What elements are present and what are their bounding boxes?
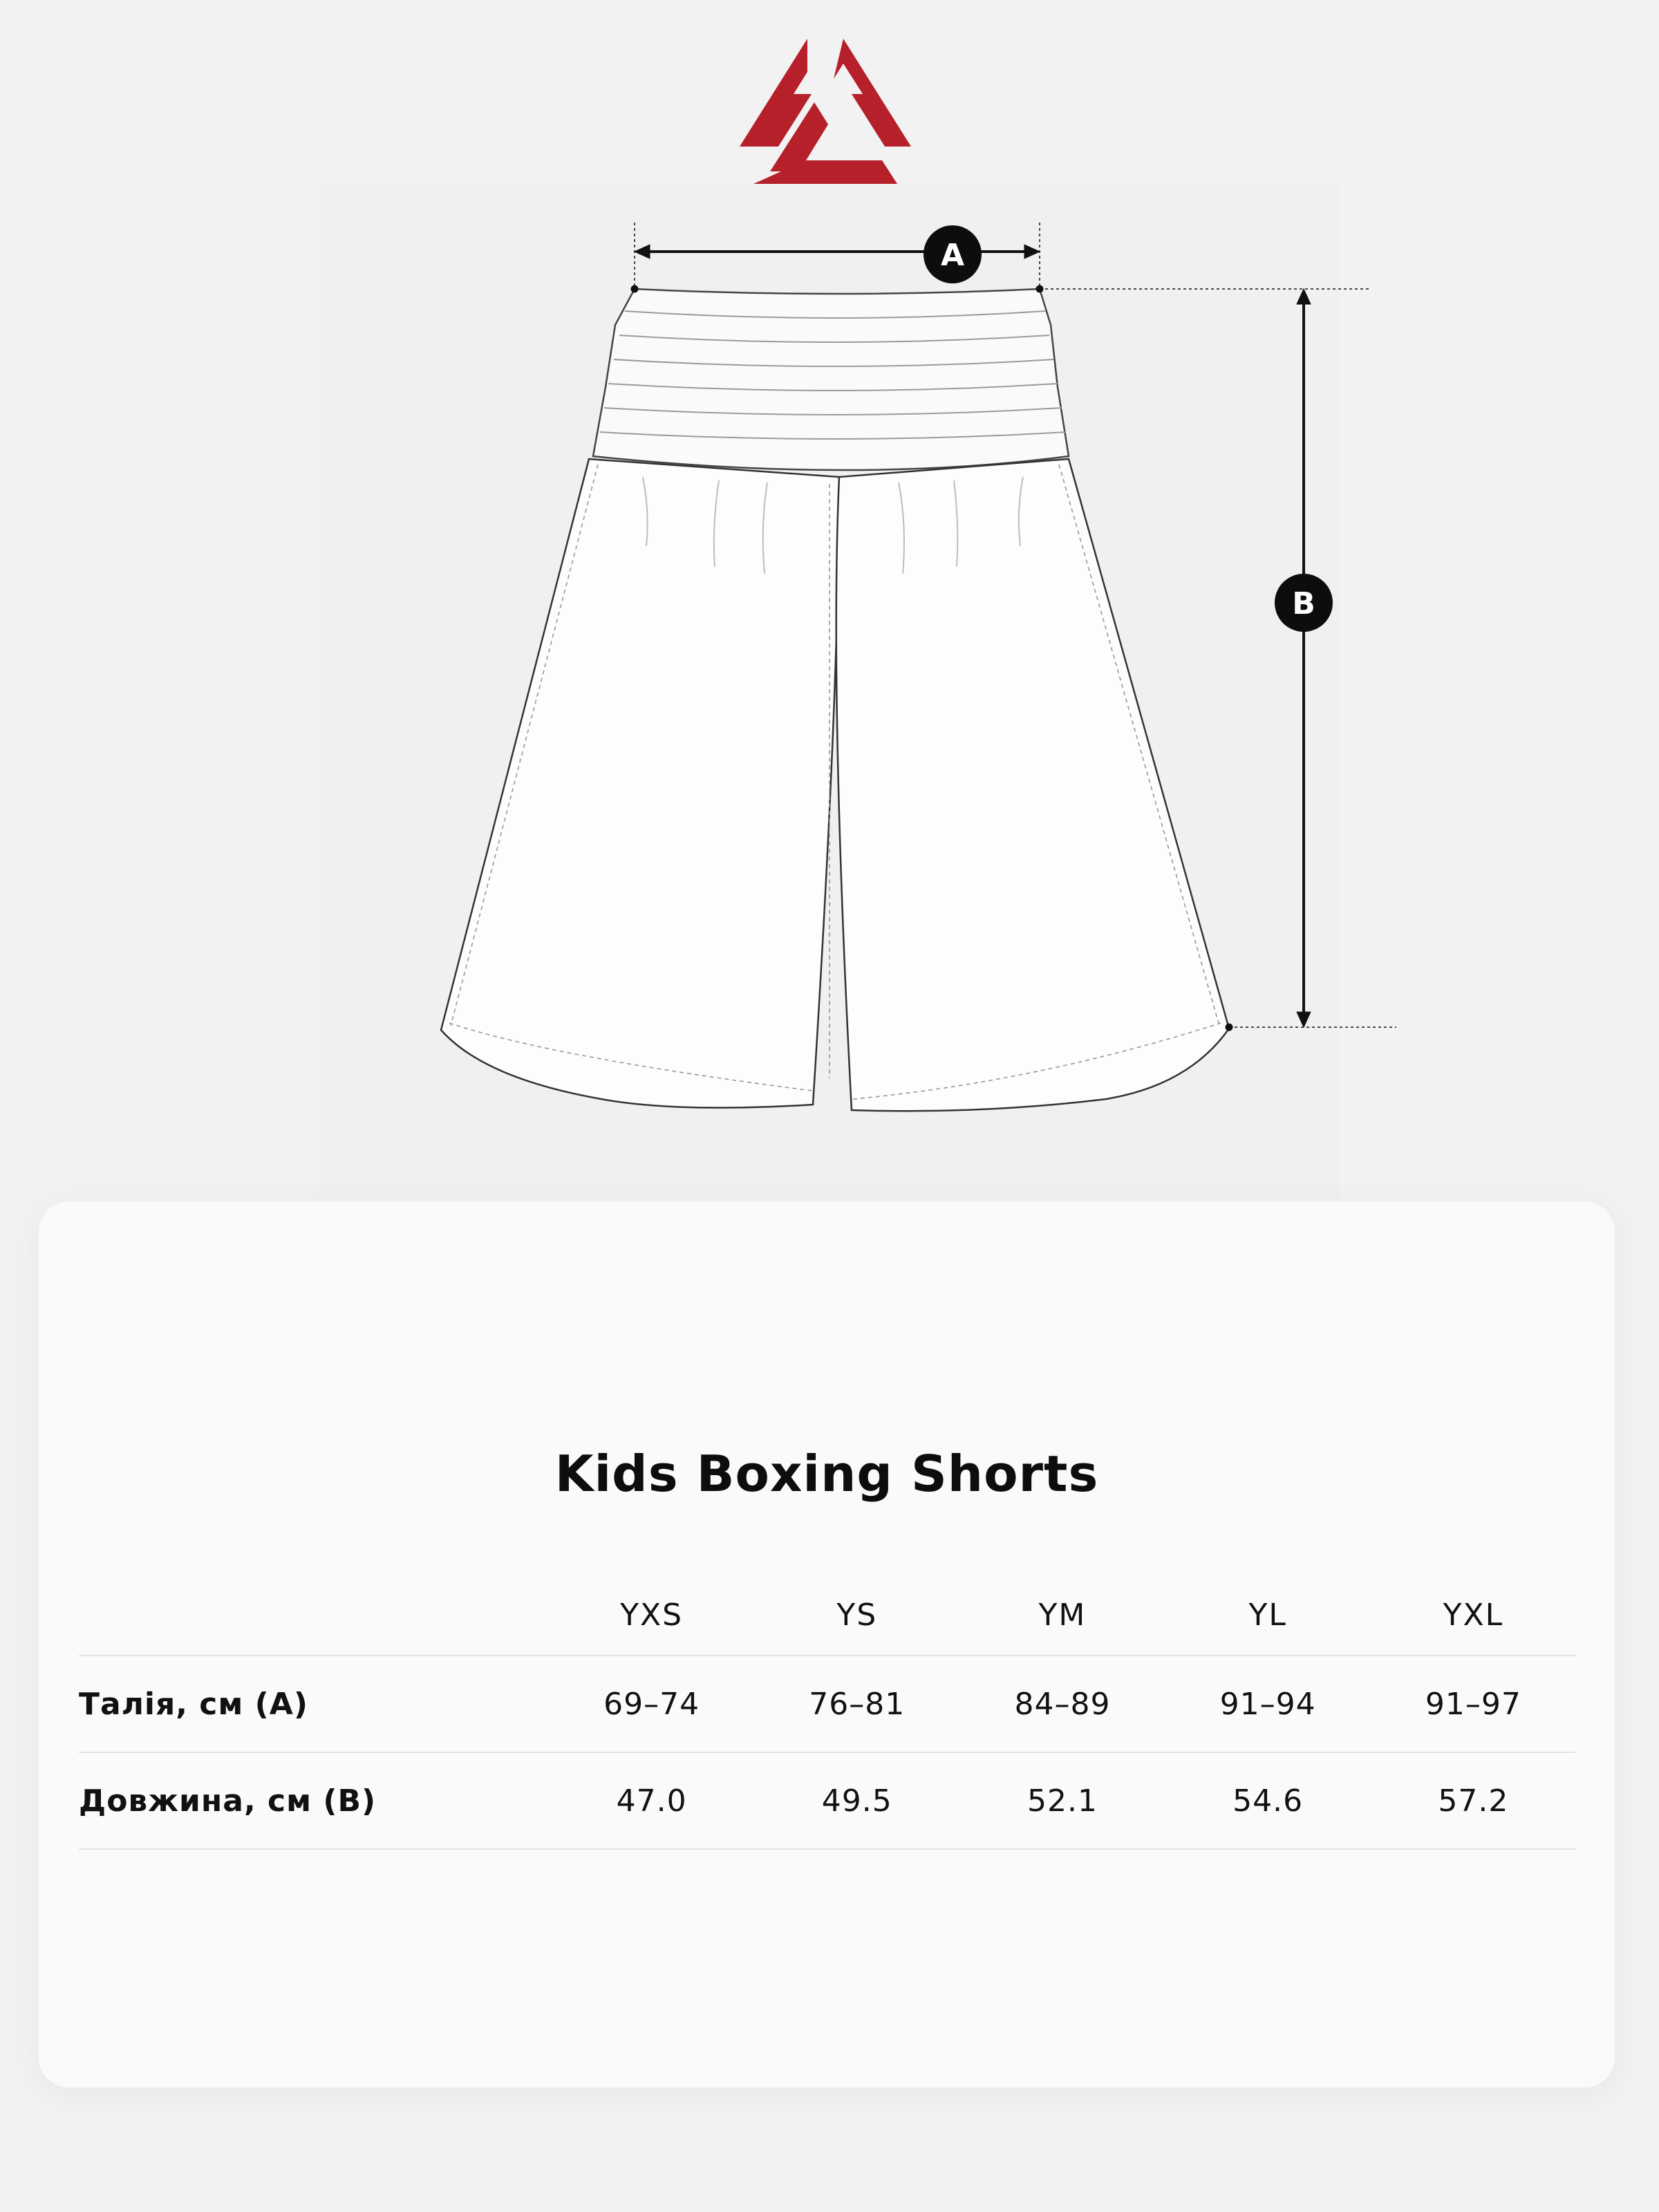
marker-a-label: A [940, 238, 965, 273]
size-header: YXS [549, 1575, 754, 1656]
size-table [79, 1575, 1576, 1850]
table-cell: 76–81 [754, 1656, 959, 1752]
table-cell: 91–94 [1165, 1656, 1371, 1752]
size-header: YM [959, 1575, 1165, 1656]
left-leg [441, 459, 839, 1108]
table-cell: 54.6 [1165, 1752, 1371, 1849]
size-header: YL [1165, 1575, 1371, 1656]
table-header-row [79, 1575, 1576, 1656]
size-header: YXL [1371, 1575, 1576, 1656]
table-cell: 84–89 [959, 1656, 1165, 1752]
table-cell: 47.0 [549, 1752, 754, 1849]
table-cell: 52.1 [959, 1752, 1165, 1849]
row-label-length: Довжина, см (В) [79, 1752, 549, 1849]
row-label-waist: Талія, см (А) [79, 1656, 549, 1752]
table-row [79, 1656, 1576, 1752]
size-chart-title: Kids Boxing Shorts [554, 1445, 1099, 1503]
size-chart-card [39, 1201, 1615, 2088]
table-row [79, 1752, 1576, 1849]
table-cell: 57.2 [1371, 1752, 1576, 1849]
header-empty-cell [79, 1575, 549, 1656]
size-header: YS [754, 1575, 959, 1656]
table-cell: 69–74 [549, 1656, 754, 1752]
marker-b-label: B [1292, 586, 1315, 621]
waistband [593, 289, 1069, 470]
table-cell: 91–97 [1371, 1656, 1576, 1752]
table-cell: 49.5 [754, 1752, 959, 1849]
right-leg [836, 459, 1229, 1111]
